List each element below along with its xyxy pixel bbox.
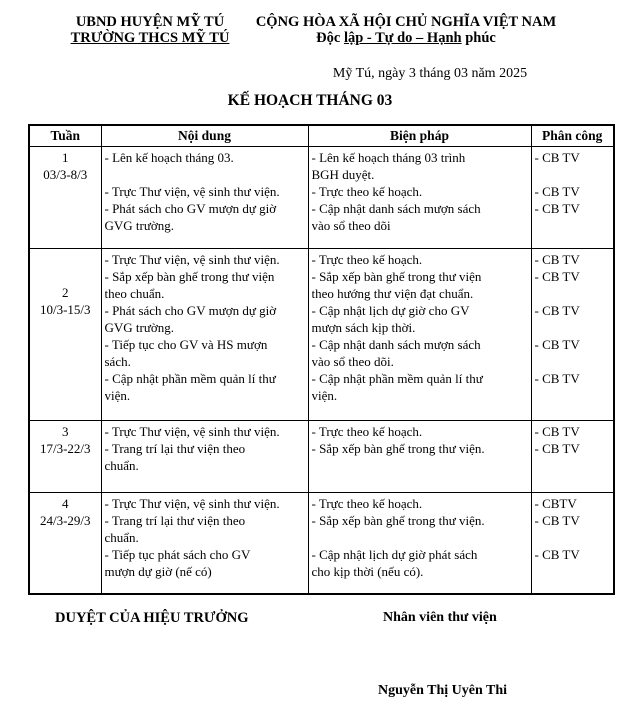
cell-line <box>312 529 528 546</box>
org-school-name: TRƯỜNG THCS MỸ TÚ <box>70 30 230 46</box>
content-cell <box>101 493 308 594</box>
cell-line: - Sắp xếp bàn ghế trong thư viện. <box>311 441 485 456</box>
plan-week-row <box>29 147 614 249</box>
cell-line: BGH duyệt. <box>311 167 375 182</box>
cell-line: - Tiếp tục phát sách cho GV <box>104 547 251 562</box>
cell-line: - Trang trí lại thư viện theo <box>104 441 246 456</box>
cell-line: - Trực theo kế hoạch. <box>311 184 423 199</box>
document-title: KẾ HOẠCH THÁNG 03 <box>227 92 393 109</box>
cell-line: vào sổ theo dõi <box>311 218 391 233</box>
cell-line: - Phát sách cho GV mượn dự giờ <box>104 303 277 318</box>
col-header-tuan: Tuần <box>29 125 101 147</box>
cell-line: theo chuẩn. <box>104 286 165 301</box>
plan-week-row <box>29 421 614 493</box>
cell-line <box>535 319 611 336</box>
measures-cell <box>308 147 531 249</box>
cell-line: - Tiếp tục cho GV và HS mượn <box>104 337 268 352</box>
cell-line: - CB TV <box>534 252 580 267</box>
cell-line: theo hướng thư viện đạt chuẩn. <box>311 286 474 301</box>
cell-line: - CB TV <box>534 150 580 165</box>
cell-line: mượn sách kịp thời. <box>311 320 416 335</box>
assignment-cell <box>531 493 614 594</box>
national-title: CỘNG HÒA XÃ HỘI CHỦ NGHĨA VIỆT NAM <box>255 14 557 30</box>
table-body <box>29 147 614 594</box>
monthly-plan-table <box>28 124 615 595</box>
plan-week-row <box>29 249 614 421</box>
cell-line: - Lên kế hoạch tháng 03. <box>104 150 234 165</box>
cell-line: 2 <box>62 285 69 300</box>
cell-line <box>105 166 305 183</box>
signature-name: Nguyễn Thị Uyên Thi <box>378 683 508 698</box>
cell-line: - Cập nhật danh sách mượn sách <box>311 201 481 216</box>
cell-line: vào sổ theo dõi. <box>311 354 394 369</box>
librarian-title: Nhân viên thư viện <box>383 610 497 625</box>
principal-approval-title: DUYỆT CỦA HIỆU TRƯỞNG <box>55 610 249 626</box>
cell-line: mượn dự giờ (nế có) <box>104 564 212 579</box>
cell-line: 4 <box>62 496 69 511</box>
national-motto <box>250 30 562 46</box>
cell-line: - Cập nhật lịch dự giờ cho GV <box>311 303 470 318</box>
content-cell <box>101 421 308 493</box>
cell-line: - Cập nhật phần mềm quản lí thư <box>104 371 276 386</box>
cell-line <box>535 166 611 183</box>
cell-line: - Sắp xếp bàn ghế trong thư viện. <box>311 513 485 528</box>
col-header-bien-phap: Biện pháp <box>308 125 531 147</box>
table-header-row <box>29 125 614 147</box>
cell-line: chuẩn. <box>104 458 139 473</box>
cell-line: - CB TV <box>534 337 580 352</box>
col-header-noi-dung: Nội dung <box>101 125 308 147</box>
cell-line: - Trang trí lại thư viện theo <box>104 513 246 528</box>
cell-line: - Trực Thư viện, vệ sinh thư viện. <box>104 184 280 199</box>
cell-line: - Trực theo kế hoạch. <box>311 496 423 511</box>
motto-suffix: phúc <box>461 30 496 46</box>
measures-cell <box>308 421 531 493</box>
cell-line: sách. <box>104 354 131 369</box>
week-cell <box>29 249 101 421</box>
cell-line: - Phát sách cho GV mượn dự giờ <box>104 201 277 216</box>
content-cell <box>101 249 308 421</box>
cell-line <box>535 353 611 370</box>
cell-line: - CB TV <box>534 303 580 318</box>
cell-line: - Trực Thư viện, vệ sinh thư viện. <box>104 252 280 267</box>
national-header-block <box>250 14 562 46</box>
cell-line: viện. <box>104 388 131 403</box>
cell-line: GVG trường. <box>104 218 175 233</box>
cell-line <box>535 285 611 302</box>
assignment-cell <box>531 421 614 493</box>
cell-line: - Sắp xếp bàn ghế trong thư viện <box>104 269 275 284</box>
measures-cell <box>308 249 531 421</box>
assignment-cell <box>531 147 614 249</box>
cell-line: - CBTV <box>534 496 577 511</box>
org-parent-name: UBND HUYỆN MỸ TÚ <box>75 14 225 30</box>
cell-line: 03/3-8/3 <box>43 167 88 182</box>
cell-line: - CB TV <box>534 513 580 528</box>
motto-prefix: Độc <box>316 30 344 46</box>
measures-cell <box>308 493 531 594</box>
week-cell <box>29 147 101 249</box>
cell-line: chuẩn. <box>104 530 139 545</box>
cell-line: - CB TV <box>534 201 580 216</box>
cell-line: - CB TV <box>534 547 580 562</box>
cell-line: - Trực Thư viện, vệ sinh thư viện. <box>104 496 280 511</box>
cell-line: - CB TV <box>534 269 580 284</box>
cell-line: - CB TV <box>534 184 580 199</box>
motto-underlined: lập - Tự do – Hạnh <box>343 30 462 46</box>
week-cell <box>29 493 101 594</box>
cell-line: - Trực theo kế hoạch. <box>311 424 423 439</box>
cell-line: - CB TV <box>534 441 580 456</box>
assignment-cell <box>531 249 614 421</box>
cell-line: - Lên kế hoạch tháng 03 trình <box>311 150 466 165</box>
cell-line: - Cập nhật phần mềm quản lí thư <box>311 371 483 386</box>
cell-line: - Sắp xếp bàn ghế trong thư viện <box>311 269 482 284</box>
plan-week-row <box>29 493 614 594</box>
cell-line: 3 <box>62 424 69 439</box>
cell-line: 17/3-22/3 <box>39 441 91 456</box>
col-header-phan-cong: Phân công <box>531 125 614 147</box>
cell-line <box>535 529 611 546</box>
cell-line: - CB TV <box>534 424 580 439</box>
cell-line: 1 <box>62 150 69 165</box>
week-cell <box>29 421 101 493</box>
cell-line: - Cập nhật lịch dự giờ phát sách <box>311 547 478 562</box>
content-cell <box>101 147 308 249</box>
cell-line: viện. <box>311 388 338 403</box>
cell-line: 24/3-29/3 <box>39 513 91 528</box>
cell-line: - Trực theo kế hoạch. <box>311 252 423 267</box>
cell-line: - Trực Thư viện, vệ sinh thư viện. <box>104 424 280 439</box>
cell-line: - CB TV <box>534 371 580 386</box>
cell-line: - Cập nhật danh sách mượn sách <box>311 337 481 352</box>
place-date-line: Mỹ Tú, ngày 3 tháng 03 năm 2025 <box>332 66 528 81</box>
cell-line: 10/3-15/3 <box>39 302 91 317</box>
cell-line: cho kịp thời (nếu có). <box>311 564 424 579</box>
cell-line: GVG trường. <box>104 320 175 335</box>
